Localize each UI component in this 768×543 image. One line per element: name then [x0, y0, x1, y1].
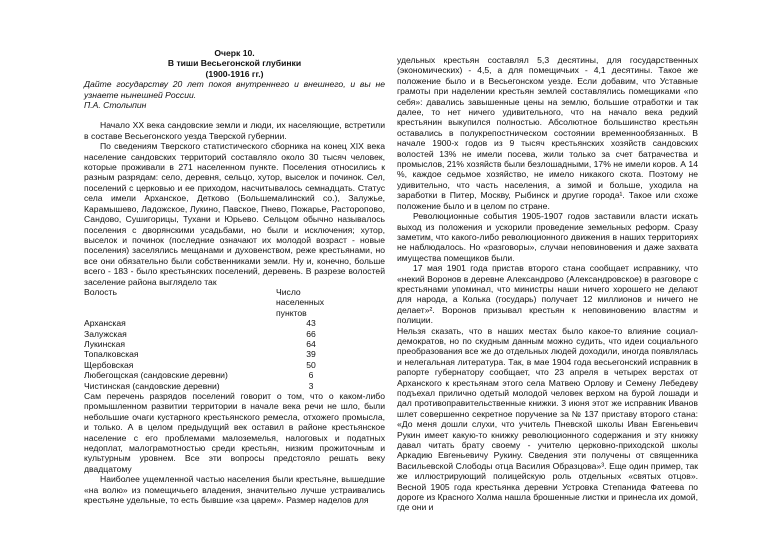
volost-name: Любегощская (сандовские деревни)	[84, 370, 228, 381]
chapter-title: В тиши Весьегонской глубинки	[167, 58, 302, 69]
left-column	[84, 48, 385, 505]
paragraph: Революционные события 1905-1907 годов заставили власти искать выход из положения и ускорили проведение земельных реформ. Сразу заметим, что какого-либо революционного движения в наших территориях не наблюдалось. Но «разговоры», случаи неповиновения и даже захвата имущества помещиков были.	[397, 211, 698, 263]
table-row	[84, 370, 346, 380]
volost-name: Лукинская	[84, 338, 126, 349]
paragraph: Наиболее ущемленной частью населения были крестьяне, вышедшие «на волю» из помещичьего владения, значительно лучше устраивались крестьяне удельные, то есть бывшие «за царем». Размер наделов для	[84, 474, 385, 506]
settlement-count: 6	[308, 370, 314, 381]
settlement-count: 43	[306, 318, 316, 329]
volost-name: Залужская	[84, 328, 127, 339]
volost-table	[84, 287, 346, 391]
table-row	[84, 339, 346, 349]
paragraph: Начало XX века сандовские земли и люди, их населяющие, встретили в составе Весьегонского уезда Тверской губернии.	[84, 120, 385, 141]
volost-name: Щербовская	[84, 359, 134, 370]
volost-name: Арханская	[84, 318, 126, 329]
settlement-count: 64	[306, 338, 316, 349]
epigraph-text: Дайте государству 20 лет покоя внутреннего и внешнего, и вы не узнаете нынешней России.	[84, 79, 385, 100]
epigraph-author: П.А. Столыпин	[84, 100, 147, 111]
table-row	[84, 349, 346, 359]
volost-name: Топалковская	[84, 349, 139, 360]
settlement-count: 39	[306, 349, 316, 360]
settlement-count: 50	[306, 359, 316, 370]
paragraph: По сведениям Тверского статистического сборника на конец XIX века население сандовских территорий составляло около 30 тысяч человек, которые проживали в 271 населенном пункте. Поселения относились к разным разрядам: село, деревня, сельцо, хутор, выселок и починок. Сел, поселений с церковью и ее приходом, насчитывалось семнадцать. Статус села имели Арханское, Детково (Большемалинский со.), Залужье, Карамышево, Ладожское, Лукино, Павское, Пнево, Пожарье, Расторопово, Сандово, Сушигорицы, Тухани и Юрьево. Сельцом обычно называлось поселения с дворянскими усадьбами, но были и исключения; хутор, выселок и починок (последние означают их молодой возраст - новые поселения) заселялись мещанами и духовенством, реже крестьянами, но все они обязательно были собственниками земли. Ну и, конечно, больше всего - 183 - было крестьянских поселений, деревень. В разрезе волостей заселение района выглядело так	[84, 141, 385, 287]
chapter-number: Очерк 10.	[214, 48, 255, 58]
paragraph: 17 мая 1901 года пристав второго стана сообщает исправнику, что «некий Воронов в деревне Александрово (Александровское) в разговоре с крестьянами упоминал, что министры наши ничего хорошего не делают для народа, а Колька (государь) получает 12 миллионов и ничего не делает»². Воронов призывал крестьян к неповиновению властям и полиции.	[397, 263, 698, 326]
table-header-row	[84, 287, 346, 318]
chapter-years: (1900-1916 гг.)	[205, 68, 264, 79]
table-row	[84, 381, 346, 391]
settlement-count: 66	[306, 328, 316, 339]
paragraph: удельных крестьян составлял 5,3 десятины, для государственных (экономических) - 4,5, а для помещичьих - 4,1 десятины. Такое же положение было и в Весьегонском уезде. Если добавим, что Уставные грамоты при наделении крестьян землей составлялись помещиками «по себя»: давались завышенные цены на землю, большие отработки и так далее, то нет ничего удивительного, что на начало века редкий крестьянин выкупился полностью. Абсолютное большинство крестьян оставались в полукрепостническом состоянии временнообязанных. В начале 1900-х годов из 9 тысяч крестьянских хозяйств сандовских волостей 13% не имели посева, жили только за счет батрачества и промыслов, 21% хозяйств были безлошадными, 17% не имели коров. А 14 %, каждое седьмое хозяйство, не имело никакого скота. Поэтому не удивительно, что часть населения, а зимой и больше, уходила на заработки в Питер, Москву, Рыбинск и другие города¹. Такое или схоже положение было и в целом по стране.	[397, 55, 698, 211]
paragraph: Нельзя сказать, что в наших местах было какое-то влияние социал-демократов, но по скудным данным можно судить, что идеи социального преобразования все же до отдельных людей доходили, иногда появлялась и нелегальная литература. Так, в мае 1904 года весьегонский исправник в рапорте губернатору сообщает, что 23 апреля в четырех верстах от Арханского к крестьянам этого села Матвею Орлову и Семену Лебедеву подъехал прилично одетый молодой человек верхом на бурой лошади и дал противоправительственные книжки. 3 июня этот же исправник Иванов шлет совершенно секретное поручение за № 137 приставу второго стана: «До меня дошли слухи, что учитель Пневской школы Иван Евгеньевич Рукин имеет какую-то книжку революционного содержания и эту книжку давал читать брату своему - учителю церковно-приходской школы Аркадию Евгеньевичу Рукину. Сведения эти получены от священника Васильевской Слободы отца Василия Образцова»³. Еще один пример, так же иллюстрирующий полицейскую роль отдельных «святых отцов». Весной 1905 года крестьянка деревни Устровка Степанида Фатеева по дороге из Красного Холма нашла брошенные листки и принесла их домой, где они и	[397, 325, 698, 513]
table-row	[84, 318, 346, 328]
table-header-count: Число населенных пунктов	[276, 286, 325, 318]
table-row	[84, 360, 346, 370]
right-column	[397, 55, 698, 513]
settlement-count: 3	[308, 380, 314, 391]
volost-name: Чистинская (сандовские деревни)	[84, 380, 220, 391]
table-header-volost: Волость	[84, 286, 117, 297]
paragraph: Сам перечень разрядов поселений говорит о том, что о каком-либо промышленном развитии территории в начале века речи не шло, были небольшие очаги кустарного крестьянского ремесла, отхожего промысла, и только. А в целом предыдущий век оставил в районе крестьянское население с его проблемами малоземелья, налоговых и податных недоплат, малограмотностью среди крестьян, низким прожиточным и культурным уровнем. Все эти вопросы предстояло решать веку двадцатому	[84, 391, 385, 474]
table-row	[84, 329, 346, 339]
